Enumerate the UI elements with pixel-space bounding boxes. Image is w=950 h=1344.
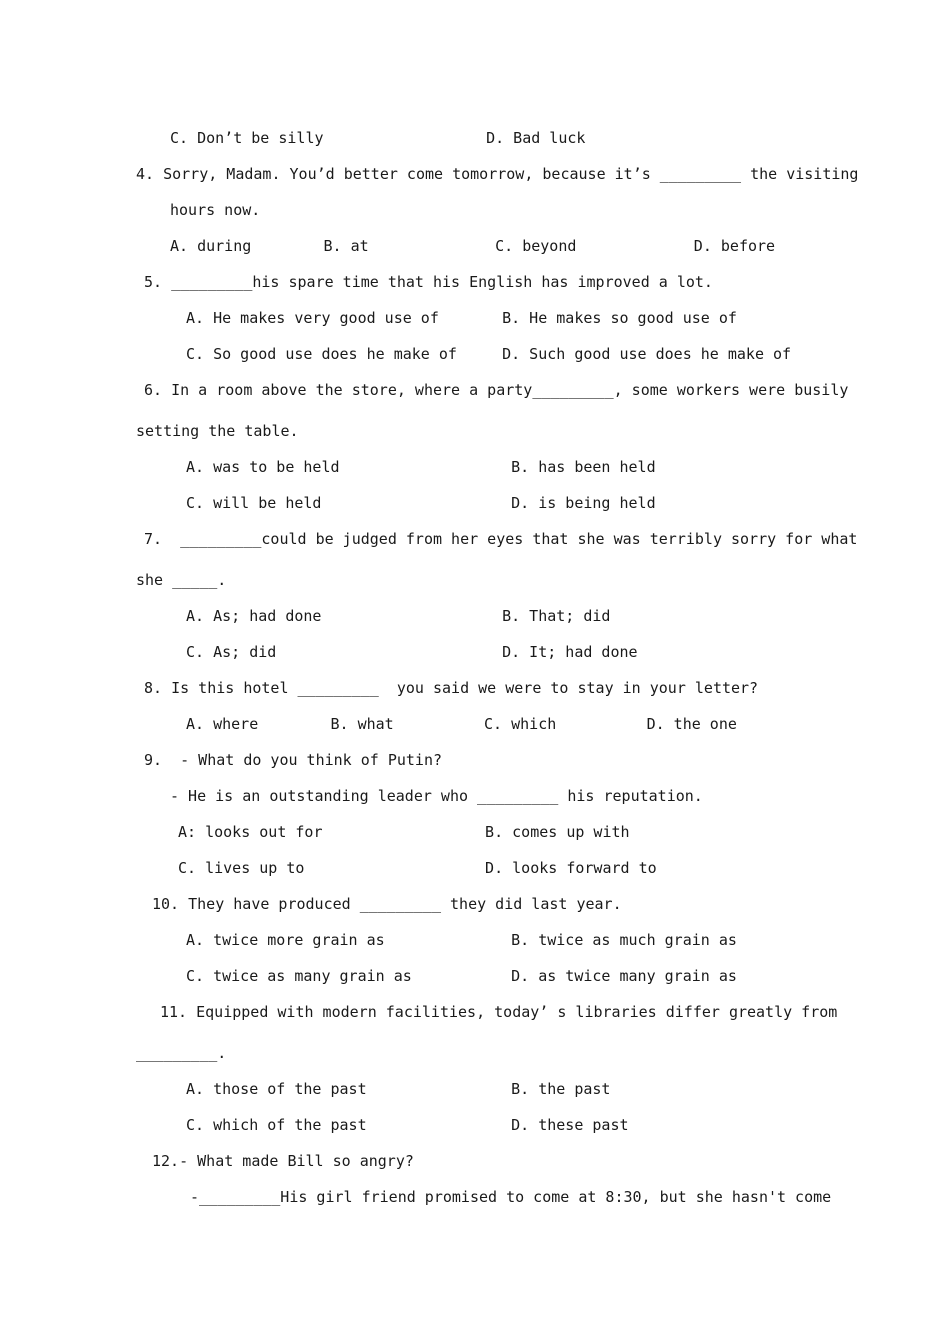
q4-stem-cont: hours now. bbox=[170, 201, 261, 219]
q7-stem-cont: she _____. bbox=[136, 571, 227, 589]
q8-options: A. where B. what C. which D. the one bbox=[186, 715, 737, 733]
q7-options-cd: C. As; did D. It; had done bbox=[186, 643, 638, 661]
q6-stem: 6. In a room above the store, where a party_________, some workers were busily bbox=[144, 381, 849, 399]
q6-stem-cont: setting the table. bbox=[136, 422, 299, 440]
q10-options-cd: C. twice as many grain as D. as twice many grain as bbox=[186, 967, 737, 985]
q7-options-ab: A. As; had done B. That; did bbox=[186, 607, 611, 625]
q3-options-cd: C. Don’t be silly D. Bad luck bbox=[170, 129, 586, 147]
q12-stem: 12.- What made Bill so angry? bbox=[152, 1152, 414, 1170]
q6-options-ab: A. was to be held B. has been held bbox=[186, 458, 656, 476]
q5-options-cd: C. So good use does he make of D. Such good use does he make of bbox=[186, 345, 792, 363]
q6-options-cd: C. will be held D. is being held bbox=[186, 494, 656, 512]
q5-stem: 5. _________his spare time that his English has improved a lot. bbox=[144, 273, 713, 291]
q11-stem-cont: _________. bbox=[136, 1044, 227, 1062]
q7-stem: 7. _________could be judged from her eyes that she was terribly sorry for what bbox=[144, 530, 858, 548]
q5-options-ab: A. He makes very good use of B. He makes so good use of bbox=[186, 309, 737, 327]
q10-stem: 10. They have produced _________ they did last year. bbox=[152, 895, 622, 913]
q9-options-cd: C. lives up to D. looks forward to bbox=[178, 859, 657, 877]
q4-stem: 4. Sorry, Madam. You’d better come tomorrow, because it’s _________ the visiting bbox=[136, 165, 859, 183]
q4-options: A. during B. at C. beyond D. before bbox=[170, 237, 776, 255]
q9-answer-line: - He is an outstanding leader who _________ his reputation. bbox=[170, 787, 703, 805]
q11-stem: 11. Equipped with modern facilities, today’ s libraries differ greatly from bbox=[160, 1003, 838, 1021]
q9-stem: 9. - What do you think of Putin? bbox=[144, 751, 443, 769]
q10-options-ab: A. twice more grain as B. twice as much grain as bbox=[186, 931, 737, 949]
q8-stem: 8. Is this hotel _________ you said we were to stay in your letter? bbox=[144, 679, 759, 697]
q11-options-ab: A. those of the past B. the past bbox=[186, 1080, 611, 1098]
q12-answer-line: -_________His girl friend promised to come at 8:30, but she hasn't come bbox=[190, 1188, 832, 1206]
q11-options-cd: C. which of the past D. these past bbox=[186, 1116, 629, 1134]
q9-options-ab: A: looks out for B. comes up with bbox=[178, 823, 630, 841]
